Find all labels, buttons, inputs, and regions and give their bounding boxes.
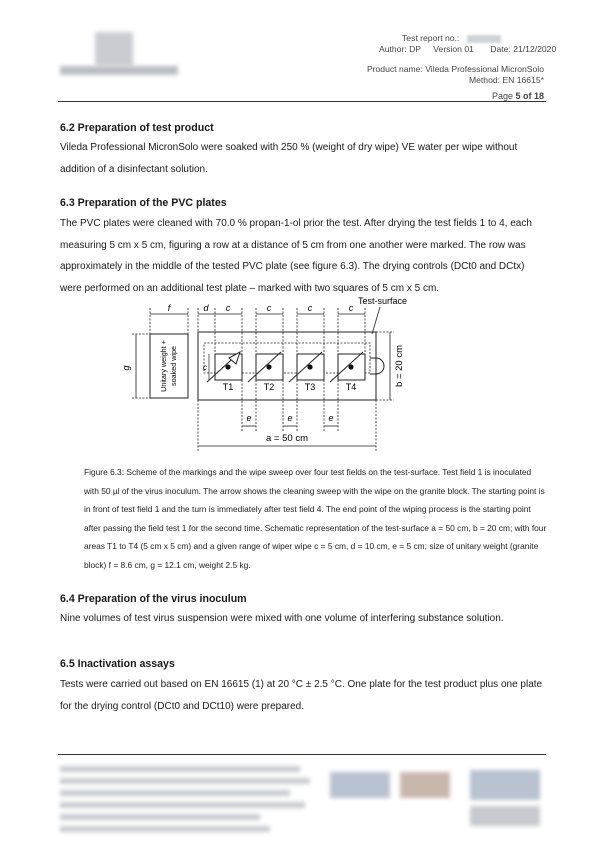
top-dimensions [150,308,365,354]
version-text: Version 01 [433,44,474,54]
footer-redacted-line [60,826,270,832]
section-6-2-body: Vileda Professional MicronSolo were soaked with 250 % (weight of dry wipe) VE water per wipe without addition of a disinfectant solution. [60,142,518,175]
company-logo [95,32,133,66]
bottom-e-dimensions [242,380,338,432]
report-number-redacted [467,35,501,43]
date-text: Date: 21/12/2020 [490,44,557,54]
test-report-label: Test report no.: [402,33,460,43]
header-divider [58,101,546,102]
section-6-3-title: 6.3 Preparation of the PVC plates [60,197,227,209]
section-6-3-body: The PVC plates were cleaned with 70.0 % propan-1-ol prior the test. After drying the test fields 1 to 4, each measuring 5 cm x 5 cm, figuring a row at a distance of 5 cm from one another were marked. The row was approximately in the middle of the tested PVC plate (see figure 6.3). The drying controls (DCt0 and DCtx) were performed on an additional test plate – marked with two squares of 5 cm x 5 cm. [60,218,532,294]
section-6-4-title: 6.4 Preparation of the virus inoculum [60,593,247,605]
footer-redacted-line [60,778,310,784]
method-text: Method: EN 16615* [468,75,544,85]
dim-c-vertical-label: c [203,363,207,372]
footer-redacted-line [60,802,305,808]
accreditation-logo [330,772,390,798]
dim-g-label: g [121,365,131,371]
dim-b-label: b = 20 cm [394,345,405,387]
certification-logo [400,772,450,798]
test-field-t2 [256,354,283,392]
weight-label-1: Unitary weight + [159,340,168,392]
test-surface-leader [372,307,380,334]
weight-label-2: soaked wipe [169,346,178,386]
figure-caption: Figure 6.3: Scheme of the markings and the wipe sweep over four test fields on the test-surface. Test field 1 is inoculated with 50 µl of the virus inoculum. The arrow shows the cleaning sweep with the wipe on the granite block. The starting point is in front of test field 1 and the turn is immediately after test field 4. The end point of the wiping process is the starting point after passing the field test 1 for the second time. Schematic representation of the test-surface a = 50 cm, b = 20 cm; with four areas T1 to T4 (5 cm x 5 cm) and a given range of wiper wipe c = 5 cm, d = 10 cm, e = 5 cm; size of unitary weight (granite block) f = 8.6 cm, g = 12.1 cm, weight 2.5 kg. [84,467,547,570]
dim-d-label: d [203,303,209,313]
test-field-t3 [297,354,324,392]
field-label-t2: T2 [263,382,275,392]
test-surface-label: Test-surface [358,296,408,306]
partner-logo [470,770,540,800]
page-label: Page [491,91,513,101]
dim-c-label-2: c [266,303,272,313]
dim-e-label-1: e [246,413,252,423]
section-6-2-title: 6.2 Preparation of test product [60,122,214,134]
footer-redacted-line [60,814,260,820]
section-6-5-body: Tests were carried out based on EN 16615 (1) at 20 °C ± 2.5 °C. One plate for the test product plus one plate for the drying control (DCt0 and DCt10) were prepared. [60,679,543,712]
page-indicator [492,91,544,101]
footer-divider [58,754,546,755]
dim-a-label: a = 50 cm [266,433,308,444]
header-meta-row [379,44,556,54]
product-name: Product name: Vileda Professional MicronSolo [366,64,544,74]
section-6-4-body: Nine volumes of test virus suspension were mixed with one volume of interfering substance solution. [60,613,504,624]
test-report-no [402,33,501,43]
field-label-t3: T3 [304,382,316,392]
section-6-5-title: 6.5 Inactivation assays [60,658,175,670]
field-label-t4: T4 [345,382,357,392]
dim-e-label-2: e [287,413,293,423]
test-surface-figure [0,290,600,460]
test-field-t4 [338,354,365,392]
dim-e-label-3: e [328,413,334,423]
dim-f-label: f [167,303,171,313]
turn-arc [370,358,384,374]
partner-text [470,806,540,826]
company-name-redacted [60,66,178,75]
field-label-t1: T1 [222,382,234,392]
footer-redacted-line [60,790,290,796]
author-text: Author: DP [379,44,421,54]
page-number: 5 of 18 [515,91,544,101]
dim-c-label-3: c [307,303,313,313]
dim-c-label-1: c [225,303,231,313]
dim-c-label-4: c [348,303,354,313]
page-header [0,0,600,106]
footer-redacted-line [60,766,300,772]
